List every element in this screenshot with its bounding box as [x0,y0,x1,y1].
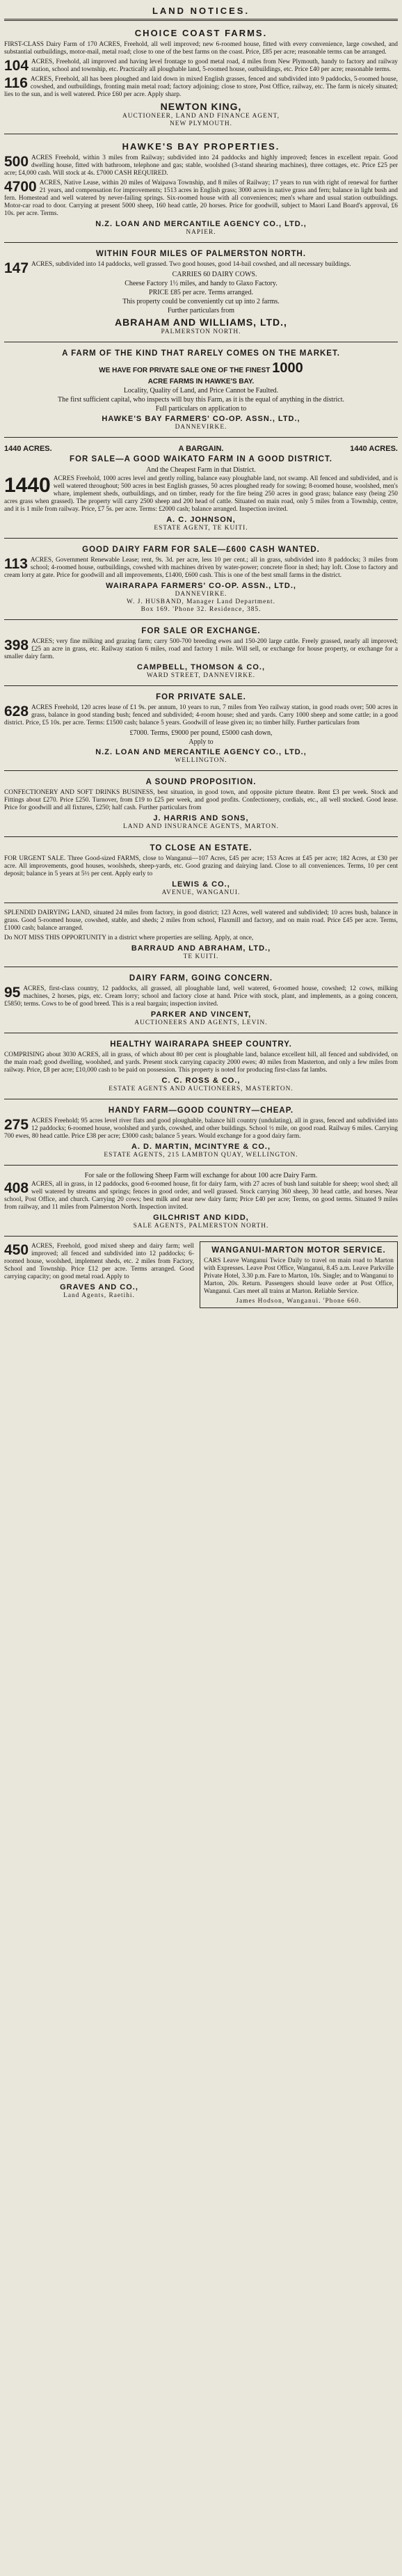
motor-service-text: CARS Leave Wanganui Twice Daily to travel on main road to Marton with Expresses. Leave Post Office, Wanganui, 8.45 a.m. Leave Parkville Private Hotel, 3.30 p.m. Fare to Marton, 10s. Single; and to Wanganui to Marton, 20s. Return. Passengers should leave order at Post Office, Wanganui. Cars meet all trains at Marton. Reliable Service. [204,1257,394,1295]
wairarapa-sheep-section [4,1036,398,1096]
banner-left: 1440 ACRES. [4,445,52,453]
listing-acreage: 95 [4,985,21,1001]
agent-location: AVENUE, WANGANUI. [161,889,241,896]
divider [4,1236,398,1237]
listing-line: Apply to [188,738,214,746]
agent-name: N.Z. LOAN AND MERCANTILE AGENCY CO., LTD., [95,748,307,756]
listing-acreage: 147 [4,260,29,276]
agent-name: GRAVES AND CO., [60,1283,138,1291]
agent-location: WARD STREET, DANNEVIRKE. [146,672,256,679]
agent-name: A. C. JOHNSON, [166,516,236,524]
listing-acreage: 1440 [4,474,51,497]
agent-name: GILCHRIST AND KIDD, [153,1214,249,1222]
listing-text: ACRES, Government Renewable Lease; rent, 9s. 3d. per acre, less 10 per cent.; all in grass, subdivided into 8 paddocks; 3 miles from school; 4-roomed house, outbuildings, cowshed with machines driven by water-power; concrete floor in shed; hay loft. Close to factory and cream lorry at gate. Price for goodwill and all improvements, £1400, £600 cash. This is one of the best small farms in the district. [4,557,398,579]
agent-name: J. HARRIS AND SONS, [153,814,249,822]
agent-location: ESTATE AGENTS AND AUCTIONEERS, MASTERTON. [108,1086,294,1092]
listing [4,985,398,1008]
agent-location: ESTATE AGENTS, 215 LAMBTON QUAY, WELLINGTON. [104,1152,298,1159]
listing-text: ACRES, Freehold, all has been ploughed and laid down in mixed English grasses, fenced and subdivided into 9 paddocks, 5-roomed house, cowshed, and outbuildings, fronting main metal road; factory adjoining; close to store, Post Office, railway, etc. The farm is nicely situated; lies to the sun, and is well watered. Price £60 per acre. Apply sharp. [4,76,398,98]
listing-line: Cheese Factory 1½ miles, and handy to Glaxo Factory. [124,280,278,287]
section-heading: GOOD DAIRY FARM FOR SALE—£600 CASH WANTED. [82,546,320,554]
agent-name: N.Z. LOAN AND MERCANTILE AGENCY CO., LTD., [95,220,307,228]
agent-name: C. C. ROSS & CO., [161,1076,241,1085]
listing-text: ACRES; very fine milking and grazing farm; carry 500-700 breeding ewes and 150-200 large cattle. Freely grassed, nearly all improved; £25 an acre in grass, etc. Railway station 6 miles, road and factory 1 mile. Will sell, or exchange for house property, or exchange for a smaller dairy farm. [4,638,398,660]
section-subheading: And the Cheapest Farm in that District. [146,466,256,474]
agent-contact: Box 169. 'Phone 32. Residence, 385. [140,606,262,613]
agent-name: WAIRARAPA FARMERS' CO-OP. ASSN., LTD., [106,582,296,590]
agent-description: AUCTIONEER, LAND AND FINANCE AGENT, [122,113,280,120]
listing [4,1118,398,1140]
listing-text: FIRST-CLASS Dairy Farm of 170 ACRES, Freehold, all well improved; new 6-roomed house, fitted with every convenience, large cowshed, and substantial outbuildings, motor-mail, metal road; close to one of the best farms on the coast. Price, £85 per acre; reasonable terms can be arranged. [4,41,398,56]
dairying-land-section [4,906,398,964]
motor-service-heading: WANGANUI-MARTON MOTOR SERVICE. [211,1246,386,1255]
listing [4,154,398,177]
listing-line: £7000. Terms, £9000 per pound, £5000 cash down, [129,729,273,737]
divider [4,19,398,21]
listing-acreage: 116 [4,75,28,91]
agent-location: PALMERSTON NORTH. [161,328,241,335]
good-dairy-farm-section [4,541,398,617]
divider [4,685,398,686]
dairy-going-concern-section [4,970,398,1030]
motor-service-contact: James Hodson, Wanganui. 'Phone 660. [236,1298,362,1305]
divider [4,836,398,837]
lead-line: ACRE FARMS IN HAWKE'S BAY. [147,378,255,385]
listing-line: Full particulars on application to [155,405,247,413]
listing-acreage: 113 [4,556,28,572]
agent-location: Land Agents, Raetihi. [63,1292,135,1299]
newspaper-page [4,4,398,2568]
listing-text: ACRES Freehold, 120 acres lease of £1 9s. per annum, 10 years to run, 7 miles from Yeo railway station, in good roads over; 500 acres in grass, balance in good standing bush; fenced and subdivided; 4-room house; shed and yards. Carry 1000 sheep and some cattle; in a good district. Price, £5 10s. per acre. Terms: £1500 cash; balance 5 years. Goodwill of lease given in; no timber hilly. Further particulars from [4,704,398,726]
palmerston-north-section [4,246,398,339]
agent-location: NEW PLYMOUTH. [169,120,232,127]
agent-name: BARRAUD AND ABRAHAM, LTD., [131,944,271,953]
agent-location: WELLINGTON. [175,757,227,764]
agent-location: LAND AND INSURANCE AGENTS, MARTON. [123,823,279,830]
sale-or-exchange-section [4,623,398,683]
listing-line: Do NOT MISS THIS OPPORTUNITY in a district where properties are selling. Apply, at once, [4,935,254,941]
masthead: LAND NOTICES. [152,6,250,16]
divider [4,437,398,438]
divider [4,770,398,771]
bottom-two-column-section [4,1239,398,1311]
listing [4,76,398,99]
listing [4,704,398,727]
listing [4,557,398,580]
agent-location: SALE AGENTS, PALMERSTON NORTH. [133,1223,269,1230]
agent-manager: W. J. HUSBAND, Manager Land Department. [127,598,275,605]
hawkes-bay-properties-section [4,137,398,239]
agent-name: HAWKE'S BAY FARMERS' CO-OP. ASSN., LTD., [102,415,300,423]
listing-text: ACRES, all in grass, in 12 paddocks, good 6-roomed house, fit for dairy farm, with 27 acres of bush land suitable for sheep; wool shed; all well watered by streams and springs; fences in good order, and well grassed. Stock carrying 360 sheep, 30 head cattle, and horses. Near school, Post Office, and church. Carrying 20 cows; best milk and near new dairy farm; Price £40 per acre; Terms, on good terms. Situated 9 miles from railway, and 11 miles from Palmerston North. Inspection invited. [4,1181,398,1211]
listing-acreage: 275 [4,1117,29,1133]
section-heading: FOR SALE—A GOOD WAIKATO FARM IN A GOOD DISTRICT. [70,455,332,463]
agent-location: NAPIER. [186,229,216,236]
listing-acreage: 450 [4,1242,29,1258]
listing-line: CARRIES 60 DAIRY COWS. [172,271,257,278]
agent-name: NEWTON KING, [160,101,242,112]
listing [4,638,398,661]
mixed-farm-column [4,1241,194,1308]
listing-text: ACRES Freehold, within 3 miles from Railway; subdivided into 24 paddocks and highly improved; fences in excellent repair. Good dwelling house, fitted with bathroom, telephone and gas; stable, woolshed (3-stand shearing machines), three cottages, etc. Price £25 per acre; £4,000 cash. Will stock at 4s. £7000 CASH REQUIRED. [4,154,398,177]
listing-text: COMPRISING about 3030 ACRES, all in grass, of which about 80 per cent is ploughable land, balance excellent hill, all fenced and subdivided, on the main road; good dwelling, woolshed, and yards. Present stock carrying capacity 2000 ewes; 40 miles from Masterton, and only a few miles from railway. Price, £8 per acre; £10,000 cash to be paid on possession. This property is noted for producing first-class fat lambs. [4,1051,398,1074]
banner-middle: A BARGAIN. [178,445,224,453]
listing-text: SPLENDID DAIRYING LAND, situated 24 miles from factory, in good district; 123 Acres, well watered and subdivided; 10 acres bush, balance in grass. Good 5-roomed house, cowshed, stable, and sheds; 2 miles from school, Flaxmill and factory, and on main road. Price £45 per acre. Terms, £1000 cash; balance arranged. [4,909,398,932]
sheep-farm-exchange-section [4,1168,398,1233]
close-estate-section [4,840,398,900]
lead-line [4,360,398,376]
listing-line: For sale or the following Sheep Farm will exchange for about 100 acre Dairy Farm. [84,1172,318,1179]
divider [4,538,398,539]
listing [4,41,398,56]
listing [4,1243,194,1281]
agent-location: DANNEVIRKE. [175,591,227,598]
waikato-farm-section [4,440,398,535]
listing [4,58,398,74]
agent-location: AUCTIONEERS AND AGENTS, LEVIN. [134,1019,268,1026]
listing-acreage: 408 [4,1180,29,1196]
agent-name: ABRAHAM AND WILLIAMS, LTD., [115,317,287,328]
section-heading: FOR PRIVATE SALE. [156,693,246,701]
sound-proposition-section [4,774,398,834]
listing-acreage: 500 [4,154,29,170]
section-heading: HEALTHY WAIRARAPA SHEEP COUNTRY. [110,1040,292,1049]
section-heading: WITHIN FOUR MILES OF PALMERSTON NORTH. [95,250,307,258]
listing [4,180,398,218]
agent-location: ESTATE AGENT, TE KUITI. [154,525,248,532]
section-heading: HAWKE'S BAY PROPERTIES. [122,141,280,152]
agent-location: TE KUITI. [183,953,219,960]
listing-text: CONFECTIONERY AND SOFT DRINKS BUSINESS, best situation, in good town, and opposite picture theatre. Rent £3 per week. Stock and Fittings about £270. Price £250. Turnover, from £19 to £25 per week, and good profits. Confectionery, cordials, etc., all well stocked. Good lease. Price for goodwill and all fixtures, £250; half cash. Further particulars from [4,789,398,811]
agent-name: LEWIS & CO., [172,880,230,889]
divider [4,619,398,620]
listing-text: ACRES, Freehold, all improved and having level frontage to good metal road, 4 miles from New Plymouth, handy to factory and railway station, school and township, etc. Practically all ploughable land, 5-roomed house, outbuildings, etc. Price £40 per acre; reasonable terms. [31,58,398,73]
listing-line: PRICE £85 per acre. Terms arranged. [149,289,253,296]
divider [4,242,398,243]
listing-text: ACRES, first-class country, 12 paddocks, all grassed, all ploughable land, well watered, 6-roomed house, cowshed; 12 cows, milking machines, 2 horses, pigs, etc. Cream lorry; school and factory close at hand. Price with stock, plant, and implements, as a going concern, £5850; terms. Cows to be of good breed. This is a real bargain; inspection invited. [4,985,398,1008]
listing-text: ACRES Freehold; 95 acres level river flats and good ploughable, balance hill country (undulating), all in grass, fenced and subdivided into 12 paddocks; 6-roomed house, woolshed and yards, cowshed, and other buildings. School ½ mile, on good road. Railway 6 miles. Carrying 700 ewes, 80 head cattle. Price £38 per acre; £3000 cash; balance 5 years. Would exchange for a good dairy farm. [4,1118,398,1140]
motor-service-column [200,1241,398,1308]
listing-text: FOR URGENT SALE. Three Good-sized FARMS, close to Wanganui—107 Acres, £45 per acre; 153 Acres at £45 per acre; 182 Acres, at £30 per acre. All improvements, good houses, woolsheds, sheep-yards, etc. Good grazing and dairying land. Close to all conveniences. Terms, 10 per cent deposit; balance in 5 years at 5½ per cent. Apply early to [4,855,398,877]
agent-name: PARKER AND VINCENT, [150,1010,252,1019]
listing-line: The first sufficient capital, who inspects will buy this Farm, as it is the equal of anything in the district. [58,396,344,404]
listing-text: ACRES, Native Lease, within 20 miles of Waipawa Township, and 8 miles of Railway; 17 years to run with right of renewal for further 21 years, and compensation for improvements; 1513 acres in English grass; 3000 acres in native grass and fern; balance in light bush and fern. Homestead and well watered by never-failing springs. Six-roomed house with all conveniences; men's whare and usual station outbuildings. Motor-car road to door. Carrying at present 5000 sheep, 160 head cattle, 20 horses. Price for goodwill, subject to Maori Land Board's approval, £6 10s. per acre. Terms. [4,180,398,217]
listing-text: ACRES Freehold, 1000 acres level and gently rolling, balance easy ploughable land, not swamp. All fenced and subdivided, and is well watered throughout; 500 acres in best English grasses, 50 acres ploughed ready for sowing; 8-roomed house, woolshed, men's whare, implement sheds, outbuildings, and on timber, ready for the fire being 250 acres in good grass; balance easy (being 250 acres grass when grassed). The property will carry 2500 sheep and 200 head of cattle. Situated on main road, only 5 miles from a Township, centre, and it is 1 mile from railway. Price, £7 5s. per acre. Terms: £2000 cash; balance arranged. Inspection invited. [4,475,398,513]
divider [4,1165,398,1166]
agent-name: CAMPBELL, THOMSON & CO., [136,663,266,671]
listing-acreage: 4700 [4,179,37,195]
listing-acreage: 628 [4,703,29,719]
listing-text: ACRES, Freehold, good mixed sheep and dairy farm; well improved; all fenced and subdivided into 12 paddocks; 6-roomed house, woolshed, implement sheds, etc. 2 miles from Factory, School and Township. Price £12 per acre. Terms arranged. Good carrying capacity; on good metal road. Apply to [4,1243,194,1280]
section-heading: HANDY FARM—GOOD COUNTRY—CHEAP. [108,1106,294,1115]
choice-coast-farms-section [4,24,398,131]
section-heading: A SOUND PROPOSITION. [145,778,257,786]
listing [4,475,398,514]
section-heading: FOR SALE OR EXCHANGE. [141,627,261,635]
banner-right: 1440 ACRES. [350,445,398,453]
section-heading: A FARM OF THE KIND THAT RARELY COMES ON THE MARKET. [62,349,340,358]
private-sale-section [4,689,398,768]
lead-text: WE HAVE FOR PRIVATE SALE ONE OF THE FINEST [99,367,271,374]
agent-name: A. D. MARTIN, MCINTYRE & CO., [131,1143,271,1151]
listing-acreage: 104 [4,58,29,74]
listing-line: Locality, Quality of Land, and Price Cannot be Faulted. [123,387,279,395]
section-heading: CHOICE COAST FARMS. [134,28,268,38]
listing-line: Further particulars from [167,307,235,315]
lead-acreage: 1000 [272,360,303,376]
listing-acreage: 398 [4,637,29,653]
banner-row [4,445,398,453]
rare-farm-section [4,345,398,434]
listing [4,1181,398,1211]
handy-farm-section [4,1102,398,1162]
listing-text: ACRES, subdivided into 14 paddocks, well grassed. Two good houses, good 14-bail cowshed, and all necessary buildings. [31,261,351,268]
section-heading: TO CLOSE AN ESTATE. [150,844,252,852]
section-heading: DAIRY FARM, GOING CONCERN. [129,974,273,983]
agent-location: DANNEVIRKE. [175,424,227,431]
listing-line: This property could be conveniently cut up into 2 farms. [122,298,280,305]
